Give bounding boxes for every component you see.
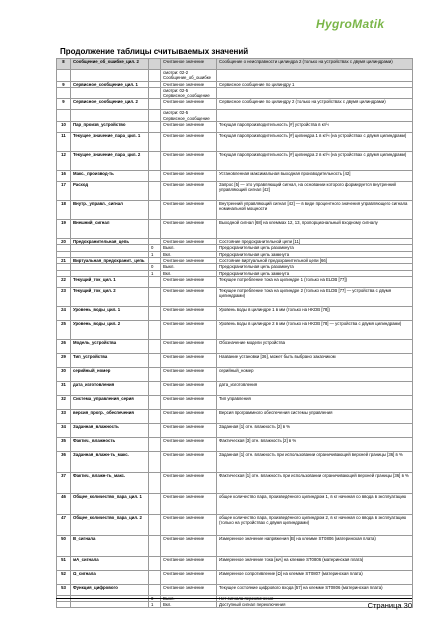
row-description: Измеренное значение напряжения [В] на клемме ST0806 (материнская плата) [217,535,413,556]
row-parameter-name: Текущий_ток_цил. 2 [71,287,149,306]
row-value-type: Считанное значение [161,514,217,535]
table-row [57,602,413,608]
row-number: 9 [57,81,71,87]
table-row [57,220,413,239]
row-value-type: Считанное значение [161,570,217,584]
row-description [217,110,413,122]
table-row [57,171,413,182]
row-value-type: Считанное значение [161,339,217,353]
row-number: 25 [57,320,71,339]
row-description [217,87,413,99]
row-parameter-name: Текущее_значение_пара_цил. 1 [71,133,149,152]
row-description: Обозначение модели устройства [217,339,413,353]
footer-divider [56,598,412,599]
row-description: Текущее потребление тока на цилиндре 2 (только на ELDB [77] — устройства с двумя цилиндрами) [217,287,413,306]
table-row [57,570,413,584]
table-row [57,182,413,201]
row-description: Доступный сигнал переключения [217,602,413,608]
row-value-type: Считанное значение [161,472,217,493]
row-code [149,133,161,152]
row-number: 33 [57,409,71,423]
row-value-type: Считанное значение [161,133,217,152]
row-code [149,171,161,182]
row-value-type: Выкл. [161,245,217,251]
row-parameter-name: В_сигнала [71,535,149,556]
row-parameter-name: Сервисное_сообщение_цил. 1 [71,81,149,87]
row-description: Заданная [1] отн. влажность [2] в % [217,423,413,437]
row-value-type: Считанное значение [161,287,217,306]
row-number: 24 [57,306,71,320]
brand-logo-part1: Hygro [316,17,353,31]
row-parameter-name: Система_управления_серия [71,395,149,409]
table-row [57,59,413,70]
row-code [149,493,161,514]
row-description: Заданная [1] отн. влажность при использовании ограничивающей верхней границы [36] в % [217,451,413,472]
row-description: Предохранительная цепь замкнута [217,251,413,257]
row-description: Сервисное сообщение по цилиндру 2 (только на устройствах с двумя цилиндрами) [217,99,413,110]
row-parameter-name: Модель_устройства [71,339,149,353]
row-code [149,353,161,367]
row-value-type: Считанное значение [161,276,217,287]
row-code [149,409,161,423]
row-description: серийный_номер [217,367,413,381]
row-value-type: смотри: 02-5 Сервисное_сообщение [161,87,217,99]
row-code [149,320,161,339]
row-parameter-name: Фактич._влажность [71,437,149,451]
row-number: 10 [57,122,71,133]
row-number [57,110,71,122]
row-description: Измеренное значение тока [мА] на клемме ST0806 (материнская плата) [217,556,413,570]
table-row [57,70,413,82]
row-number: 22 [57,276,71,287]
row-number: 30 [57,367,71,381]
row-value-type: Считанное значение [161,220,217,239]
row-value-type: Считанное значение [161,171,217,182]
row-code [149,556,161,570]
row-value-type: Считанное значение [161,257,217,263]
row-code [149,122,161,133]
table-row [57,556,413,570]
row-number: 52 [57,570,71,584]
row-value-type: Считанное значение [161,239,217,245]
row-number [57,602,71,608]
table-row [57,535,413,556]
row-code [149,201,161,220]
row-number [57,70,71,82]
row-description: Текущее состояние цифрового входа [57] на клемме ST0806 (материнская плата) [217,584,413,595]
row-parameter-name: Виртуальная_предохранит._цепь [71,257,149,263]
row-parameter-name [71,110,149,122]
row-parameter-name: Общее_количество_пара_цил. 2 [71,514,149,535]
row-description [217,70,413,82]
table-row [57,87,413,99]
table-row [57,306,413,320]
row-code [149,276,161,287]
row-parameter-name: Заданная_влажн-ть_макс. [71,451,149,472]
row-description: Сообщение о неисправности цилиндра 2 (только на устройствах с двумя цилиндрами) [217,59,413,70]
row-parameter-name: Сервисное_сообщение_цил. 2 [71,99,149,110]
row-number: 34 [57,423,71,437]
row-parameter-name: Предохранительная_цепь [71,239,149,245]
row-code: 0 [149,264,161,270]
row-code [149,395,161,409]
readout-values-table [56,58,413,608]
table-row [57,339,413,353]
row-parameter-name: Внешний_сигнал [71,220,149,239]
row-parameter-name: Функция_цифрового [71,584,149,595]
row-description: общее количество пара, произведённого цилиндром 1, в кг начиная со ввода в эксплуатацию [217,493,413,514]
row-description: Состояние предохранительной цепи [11] [217,239,413,245]
row-number: 9 [57,99,71,110]
page-number: Страница 30 [367,601,412,610]
row-parameter-name: Макс._производ-ть [71,171,149,182]
row-number: 46 [57,493,71,514]
row-code [149,535,161,556]
row-value-type: Считанное значение [161,99,217,110]
row-value-type: Считанное значение [161,201,217,220]
row-number: 8 [57,59,71,70]
row-description: Запрос [5] — это управляющий сигнал, на основании которого формируется внутренний управляющий сигнал [42] [217,182,413,201]
row-description: Предохранительная цепь замкнута [217,270,413,276]
row-number: 16 [57,171,71,182]
row-parameter-name: мА_сигнала [71,556,149,570]
row-code [149,339,161,353]
row-parameter-name: дата_изготовления [71,381,149,395]
row-value-type: Считанное значение [161,423,217,437]
row-parameter-name: Уровень_воды_цил. 1 [71,306,149,320]
row-value-type: Считанное значение [161,493,217,514]
row-value-type: Считанное значение [161,451,217,472]
table-row [57,451,413,472]
table-row [57,152,413,171]
row-value-type: смотри: 02-5 Сервисное_сообщение [161,110,217,122]
row-parameter-name: Общее_количество_пара_цил. 1 [71,493,149,514]
row-code [149,584,161,595]
table-row [57,122,413,133]
row-number: 51 [57,556,71,570]
row-code [149,367,161,381]
table-row [57,320,413,339]
row-value-type: Считанное значение [161,306,217,320]
row-parameter-name: Текущее_значение_пара_цил. 2 [71,152,149,171]
row-number: 23 [57,287,71,306]
row-description: Уровень воды в цилиндре 1 в мм (только на HKDB [78]) [217,306,413,320]
row-description: Предохранительная цепь разомкнута [217,245,413,251]
row-parameter-name: Фактич._влажн-ть_макс. [71,472,149,493]
row-number: 20 [57,239,71,245]
row-code [149,220,161,239]
row-parameter-name: серийный_номер [71,367,149,381]
row-number: 36 [57,451,71,472]
page-title: Продолжение таблицы считываемых значений [60,47,249,56]
row-value-type: Считанное значение [161,81,217,87]
table-row [57,367,413,381]
row-parameter-name [71,602,149,608]
row-description: Название установки [36], может быть выбрано заказчиком [217,353,413,367]
row-description: Нет сигнала переключения [217,595,413,601]
row-value-type: Считанное значение [161,59,217,70]
table-row [57,409,413,423]
row-number: 29 [57,353,71,367]
row-value-type: Вкл. [161,270,217,276]
row-value-type: Считанное значение [161,381,217,395]
row-parameter-name: Уровень_воды_цил. 2 [71,320,149,339]
row-value-type: Вкл. [161,251,217,257]
table-row [57,472,413,493]
row-parameter-name: Внутр._управл._сигнал [71,201,149,220]
row-description: Внутренний управляющий сигнал [42] — в виде процентного значения управляющего сигнала номинальной мощности [217,201,413,220]
row-code [149,70,161,82]
row-description: общее количество пара, произведённого цилиндром 2, в кг начиная со ввода в эксплуатацию (только на устройствах с двумя цилиндрами) [217,514,413,535]
row-code [149,152,161,171]
row-value-type: Выкл. [161,264,217,270]
row-value-type: Вкл. [161,602,217,608]
row-code [149,423,161,437]
row-value-type: Считанное значение [161,437,217,451]
table-row [57,493,413,514]
row-code: 0 [149,245,161,251]
table-row [57,514,413,535]
row-number: 32 [57,395,71,409]
row-value-type: Считанное значение [161,182,217,201]
row-parameter-name [71,70,149,82]
row-parameter-name: Заданная_влажность [71,423,149,437]
row-description: Измеренное сопротивление [Ω] на клемме ST0807 (материнская плата) [217,570,413,584]
row-value-type: Считанное значение [161,122,217,133]
row-number: 17 [57,182,71,201]
row-code [149,451,161,472]
row-parameter-name: Пар_произв_устройство [71,122,149,133]
row-value-type: Считанное значение [161,320,217,339]
row-code [149,287,161,306]
row-description: дата_изготовления [217,381,413,395]
row-code [149,59,161,70]
row-description: Выходной сигнал [68] на клеммах 12, 13, пропорциональный входному сигналу [217,220,413,239]
table-row [57,110,413,122]
row-description: Предохранительная цепь разомкнута [217,264,413,270]
row-description: Сервисное сообщение по цилиндру 1 [217,81,413,87]
table-row [57,201,413,220]
row-description: Состояние виртуальной предохранительной цепи [66] [217,257,413,263]
table-row [57,99,413,110]
row-description: Текущая паропроизводительность [#] устройства в кг/ч [217,122,413,133]
row-number: 18 [57,201,71,220]
row-code [149,381,161,395]
table-row [57,287,413,306]
row-description: Уровень воды в цилиндре 2 в мм (только на HKDB [78] — устройства с двумя цилиндрами) [217,320,413,339]
row-number: 19 [57,220,71,239]
row-code [149,87,161,99]
table-row [57,133,413,152]
row-number: 26 [57,339,71,353]
brand-logo [316,17,384,31]
row-description: Установленная максимальная выходная производительность [42] [217,171,413,182]
row-value-type: Считанное значение [161,556,217,570]
row-code [149,472,161,493]
row-code [149,306,161,320]
table-row [57,584,413,595]
table-row [57,381,413,395]
row-number: 47 [57,514,71,535]
row-code: 1 [149,251,161,257]
row-value-type: Выкл. [161,595,217,601]
row-value-type: Считанное значение [161,367,217,381]
row-parameter-name: Сообщение_об_ошибке_цил. 2 [71,59,149,70]
row-code [149,110,161,122]
row-code: 0 [149,595,161,601]
row-value-type: Считанное значение [161,395,217,409]
row-description: Версия программного обеспечения системы управления [217,409,413,423]
brand-logo-part2: Matik [352,17,385,31]
row-description: Фактическая [3] отн. влажность [2] в % [217,437,413,451]
row-description: Текущая паропроизводительность [#] цилиндра 1 в кг/ч (на устройствах с двумя цилиндрами) [217,133,413,152]
row-value-type: Считанное значение [161,152,217,171]
row-description: Фактическая [1] отн. влажность при использовании ограничивающей верхней границы [36] в % [217,472,413,493]
row-description: Тип управления [217,395,413,409]
row-value-type: Считанное значение [161,535,217,556]
row-number: 11 [57,133,71,152]
table-row [57,437,413,451]
row-number: 53 [57,584,71,595]
row-parameter-name [71,87,149,99]
row-number: 31 [57,381,71,395]
row-number [57,87,71,99]
row-code [149,99,161,110]
row-number: 37 [57,472,71,493]
table-row [57,276,413,287]
row-value-type: смотри: 02-2 Сообщение_об_ошибке [161,70,217,82]
row-description: Текущая паропроизводительность [#] цилиндра 2 в кг/ч (на устройствах с двумя цилиндрами) [217,152,413,171]
row-value-type: Считанное значение [161,584,217,595]
row-number: 21 [57,257,71,263]
row-code [149,182,161,201]
row-code [149,437,161,451]
row-number: 35 [57,437,71,451]
row-parameter-name: Тип_устройства [71,353,149,367]
row-parameter-name: Расход [71,182,149,201]
row-code: 1 [149,270,161,276]
row-description: Текущее потребление тока на цилиндре 1 (только на ELDB [77]) [217,276,413,287]
row-code [149,570,161,584]
row-number: 12 [57,152,71,171]
row-value-type: Считанное значение [161,409,217,423]
row-code: 1 [149,602,161,608]
table-row [57,423,413,437]
table-row [57,395,413,409]
row-parameter-name: Текущий_ток_цил. 1 [71,276,149,287]
table-row [57,353,413,367]
row-value-type: Считанное значение [161,353,217,367]
row-number: 50 [57,535,71,556]
row-parameter-name: Ω_сигнала [71,570,149,584]
row-parameter-name: версия_прогр._обеспечения [71,409,149,423]
row-code [149,514,161,535]
